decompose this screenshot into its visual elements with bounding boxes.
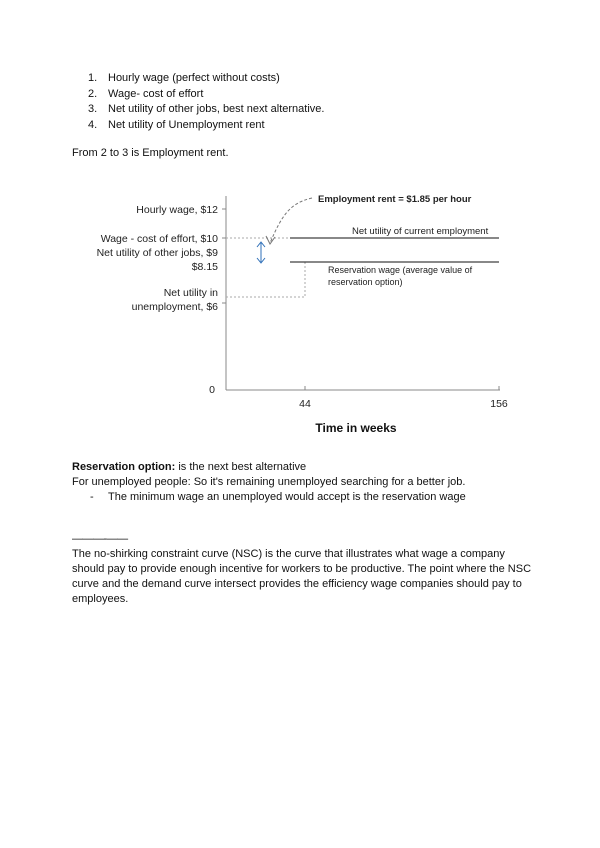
employment-rent-note: From 2 to 3 is Employment rent.	[72, 147, 229, 159]
list-text: Wage- cost of effort	[108, 87, 204, 100]
list-number: 4.	[88, 118, 98, 131]
list-number: 1.	[88, 72, 98, 84]
reservation-definition-text: is the next best alternative	[175, 461, 307, 473]
x-tick-label-156: 156	[490, 398, 508, 410]
list-text: Net utility of other jobs, best next alternative.	[108, 103, 325, 115]
annotation-pointer	[270, 198, 312, 243]
bullet-dash: -	[90, 491, 94, 503]
series-label-reservation-2: reservation option)	[328, 277, 403, 287]
series-label-current-employment: Net utility of current employment	[352, 226, 489, 237]
bullet-text: The minimum wage an unemployed would accept is the reservation wage	[108, 491, 466, 503]
y-label-wage-cost-effort: Wage - cost of effort, $10	[100, 233, 218, 245]
reservation-heading: Reservation option:	[72, 461, 176, 473]
nsc-paragraph: The no-shirking constraint curve (NSC) is the curve that illustrates what wage a company should pay to provide enough incentive for workers to be productive. The point where the NSC curve and the demand curve intersect provides the efficiency wage companies should pay to employees.	[72, 548, 532, 605]
reservation-unemployed-line: For unemployed people: So it's remaining unemployed searching for a better job.	[72, 476, 466, 488]
y-label-other-jobs: Net utility of other jobs, $9	[96, 247, 218, 259]
list-number: 3.	[88, 103, 98, 115]
series-label-reservation-1: Reservation wage (average value of	[328, 265, 473, 275]
origin-label: 0	[209, 384, 215, 396]
x-axis-title: Time in weeks	[315, 421, 397, 435]
reservation-section	[72, 460, 532, 505]
annotation-pointer-head	[266, 236, 275, 244]
bullet-item	[72, 490, 532, 505]
list-text: Net utility of Unemployment rent	[108, 118, 265, 131]
x-tick-label-44: 44	[299, 398, 311, 410]
y-label-unemployment-2: unemployment, $6	[131, 301, 218, 313]
reservation-definition	[72, 460, 532, 475]
list-number: 2.	[88, 87, 98, 100]
annotation-employment-rent: Employment rent = $1.85 per hour	[318, 194, 472, 205]
y-label-reservation: $8.15	[191, 261, 218, 273]
y-label-unemployment-1: Net utility in	[163, 287, 218, 299]
list-text: Hourly wage (perfect without costs)	[108, 72, 280, 84]
y-label-hourly-wage: Hourly wage, $12	[136, 204, 218, 216]
divider-dashes: ———-——	[72, 533, 128, 545]
